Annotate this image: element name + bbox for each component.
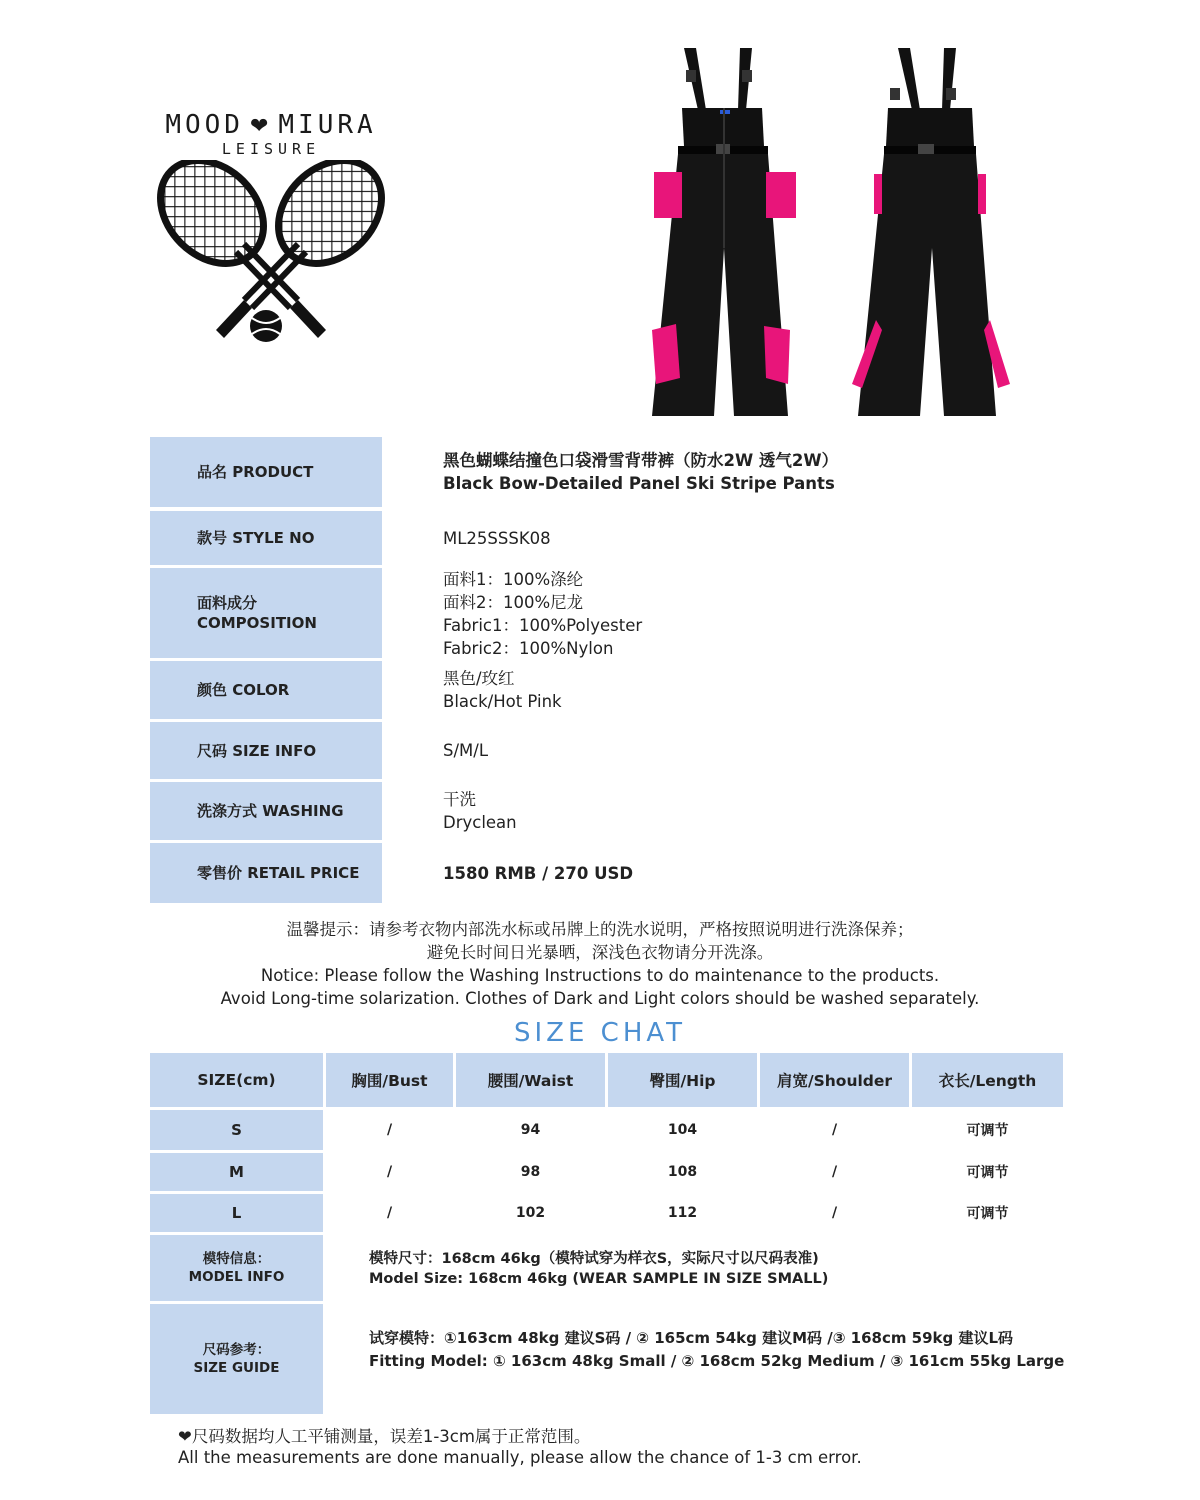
table-cell: 108 [667,1164,698,1180]
care-notice [0,918,1200,1010]
crossed-tennis-rackets-icon [140,160,402,350]
table-cell: 可调节 [966,1123,1009,1139]
spec-value-product [443,437,1143,507]
spec-label-style: 款号 STYLE NO [150,511,382,565]
model-info-label-en: MODEL INFO [188,1269,285,1285]
model-info-label-cn: 模特信息： [202,1251,271,1267]
heart-icon: ❤ [249,114,273,139]
table-cell: 104 [667,1122,698,1138]
spec-label-price: 零售价 RETAIL PRICE [150,843,382,903]
composition-line: 面料2：100%尼龙 [443,593,584,612]
composition-line: 面料1：100%涤纶 [443,570,584,589]
notice-line: 温馨提示：请参考衣物内部洗水标或吊牌上的洗水说明，严格按照说明进行洗涤保养； [286,920,914,939]
color-en: Black/Hot Pink [443,692,562,711]
notice-line: Notice: Please follow the Washing Instructions to do maintenance to the products. [260,966,940,985]
table-cell: / [386,1164,393,1180]
spec-value-style [443,511,1143,565]
table-cell: / [831,1122,838,1138]
size-row-label: L [150,1194,323,1232]
size-chart-title: SIZE CHAT [513,1018,687,1048]
table-cell: / [831,1164,838,1180]
brand-subtitle: LEISURE [221,140,321,158]
measurement-note-cn-text: 尺码数据均人工平铺测量，误差1-3cm属于正常范围。 [191,1427,591,1446]
product-name-cn: 黑色蝴蝶结撞色口袋滑雪背带裤（防水2W 透气2W） [443,451,839,470]
washing-cn: 干洗 [443,790,476,809]
product-back-image [846,48,1016,420]
composition-label-cn: 面料成分 [197,594,258,612]
bust-header: 胸围/Bust [326,1053,453,1107]
length-header: 衣长/Length [912,1053,1063,1107]
table-cell: 102 [515,1205,546,1221]
spec-value-composition [443,568,1143,660]
measurement-note-cn [178,1426,862,1447]
style-number: ML25SSSK08 [443,528,551,548]
size-header: SIZE(cm) [150,1053,323,1107]
waist-header: 腰围/Waist [456,1053,605,1107]
size-guide-text [369,1327,1064,1373]
spec-label-product: 品名 PRODUCT [150,437,382,507]
size-values: S/M/L [443,741,489,760]
spec-label-size: 尺码 SIZE INFO [150,722,382,779]
color-cn: 黑色/玫红 [443,669,515,688]
product-name-en: Black Bow-Detailed Panel Ski Stripe Pants [443,474,835,493]
size-guide-cn: 试穿模特：①163cm 48kg 建议S码 / ② 165cm 54kg 建议M码 /③ 168cm 59kg 建议L码 [369,1329,1014,1347]
product-front-image [638,48,808,420]
table-cell: 94 [520,1122,541,1138]
measurement-note [178,1426,862,1468]
table-cell: / [831,1205,838,1221]
table-cell: / [386,1122,393,1138]
spec-label-washing: 洗涤方式 WASHING [150,782,382,840]
model-info-label [150,1235,323,1301]
spec-value-price [443,843,1143,903]
spec-label-composition [150,568,382,658]
measurement-note-en: All the measurements are done manually, please allow the chance of 1-3 cm error. [178,1448,862,1467]
table-cell: / [386,1205,393,1221]
brand-name-right: MIURA [278,110,377,140]
washing-en: Dryclean [443,813,517,832]
composition-line: Fabric2：100%Nylon [443,639,614,658]
spec-value-size [443,722,1143,779]
brand-name [140,112,402,138]
heart-icon: ❤ [178,1427,192,1446]
table-cell: 可调节 [966,1165,1009,1181]
composition-line: Fabric1：100%Polyester [443,616,643,635]
spec-label-color: 颜色 COLOR [150,661,382,719]
model-info-text [369,1249,828,1289]
size-row-label: S [150,1110,323,1150]
shoulder-header: 肩宽/Shoulder [760,1053,909,1107]
brand-name-left: MOOD [165,110,244,140]
table-cell: 98 [520,1164,541,1180]
size-guide-label-en: SIZE GUIDE [193,1360,280,1376]
retail-price: 1580 RMB / 270 USD [443,863,634,883]
table-cell: 112 [667,1205,698,1221]
table-cell: 可调节 [966,1206,1009,1222]
model-info-en: Model Size: 168cm 46kg (WEAR SAMPLE IN SIZE SMALL) [369,1271,829,1287]
size-guide-en: Fitting Model: ① 163cm 48kg Small / ② 168cm 52kg Medium / ③ 161cm 55kg Large [369,1352,1065,1370]
spec-value-color [443,665,1143,715]
hip-header: 臀围/Hip [608,1053,757,1107]
size-guide-label [150,1304,323,1414]
model-info-cn: 模特尺寸：168cm 46kg（模特试穿为样衣S，实际尺寸以尺码表准) [369,1251,819,1267]
size-row-label: M [150,1153,323,1191]
composition-label-en: COMPOSITION [197,614,317,632]
notice-line: Avoid Long-time solarization. Clothes of Dark and Light colors should be washed separately. [220,989,980,1008]
spec-value-washing [443,786,1143,836]
size-guide-label-cn: 尺码参考： [202,1342,271,1358]
brand-block [140,112,402,157]
notice-line: 避免长时间日光暴晒，深浅色衣物请分开洗涤。 [426,943,774,962]
